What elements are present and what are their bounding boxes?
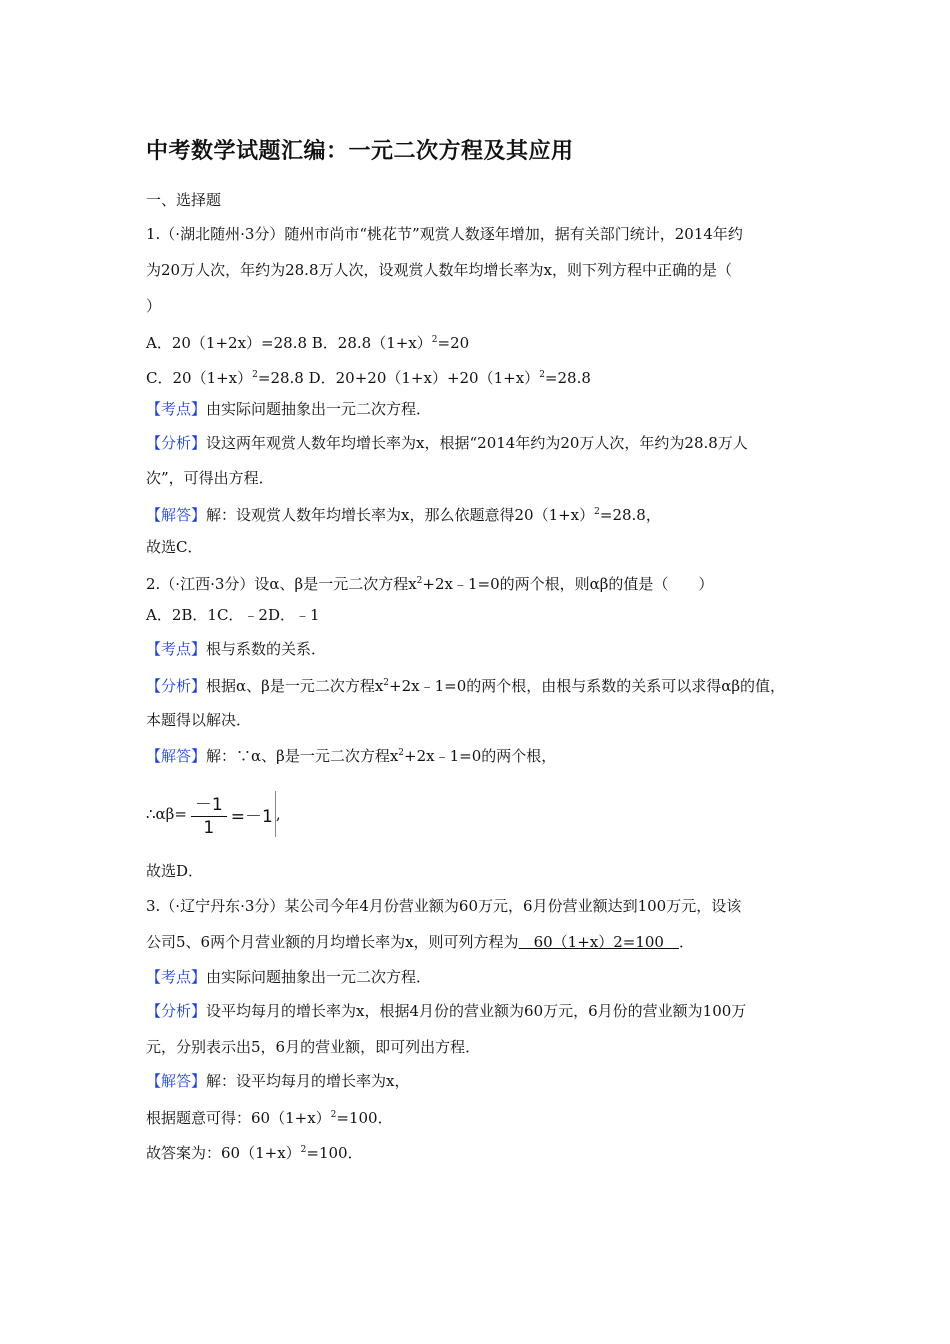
fenxi-tag: 【分析】 — [146, 434, 207, 452]
section-heading: 一、选择题 — [146, 191, 222, 209]
q3-fenxi-line2: 元，分别表示出5，6月的营业额，即可列出方程． — [146, 1038, 481, 1056]
fraction-numerator: －1 — [191, 790, 227, 817]
fraction-denominator: 1 — [203, 818, 215, 838]
q2-answer: 故选D． — [146, 862, 204, 880]
kaodian-tag: 【考点】 — [146, 968, 207, 986]
q1-jieda: 【解答】解：设观赏人数年均增长率为x，那么依题意得$20(1+x)^2=28.8$， — [146, 506, 661, 524]
q2-options: A．2B．1C．﹣2D．﹣1 — [146, 606, 320, 624]
q3-jieda: 【解答】解：设平均每月的增长率为x， — [146, 1072, 410, 1090]
q1-options-cd: C．$20(1+x)^2=28.8$ D．$20+20(1+x)+20(1+x)^2=28.8$ — [146, 369, 591, 387]
q2-calculation: ∴αβ= $\frac{-1}{1}$ =－1 , — [146, 790, 281, 838]
q3-kaodian: 【考点】由实际问题抽象出一元二次方程． — [146, 968, 432, 986]
q1-answer: 故选C． — [146, 538, 203, 556]
q3-equation: 根据题意可得：$60(1+x)^2=100$． — [146, 1109, 393, 1127]
kaodian-tag: 【考点】 — [146, 400, 207, 418]
q2-fenxi-line2: 本题得以解决． — [146, 711, 252, 729]
q1-fenxi-line2: 次”，可得出方程． — [146, 469, 274, 487]
q1-options-ab: A．20（1+2x）=28.8 B．$28.8(1+x)^2=20$ — [146, 334, 470, 352]
q2-stem: 2.（·江西·3分）设α、β是一元二次方程$x^2+2x﹣1=0$的两个根，则αβ的值是（ ） — [146, 575, 714, 593]
fenxi-tag: 【分析】 — [146, 1002, 207, 1020]
q2-kaodian: 【考点】根与系数的关系． — [146, 640, 327, 658]
fraction-formula — [187, 791, 276, 837]
q3-stem-line1: 3.（·辽宁丹东·3分）某公司今年4月份营业额为60万元，6月份营业额达到100万元，设该 — [146, 897, 742, 915]
jieda-tag: 【解答】 — [146, 747, 207, 765]
jieda-tag: 【解答】 — [146, 506, 207, 524]
q1-stem-line3: ） — [146, 297, 162, 315]
q2-jieda: 【解答】解：∵α、β是一元二次方程$x^2+2x﹣1=0$的两个根， — [146, 747, 557, 765]
q3-fenxi-line1: 【分析】设平均每月的增长率为x，根据4月份的营业额为60万元，6月份的营业额为100万 — [146, 1002, 747, 1020]
q2-fenxi-line1: 【分析】根据α、β是一元二次方程$x^2+2x﹣1=0$的两个根，由根与系数的关系可以求得αβ的值， — [146, 677, 786, 695]
q3-answer: 故答案为：$60(1+x)^2=100$． — [146, 1144, 363, 1162]
q1-stem-line1: 1.（·湖北随州·3分）随州市尚市“桃花节”观赏人数逐年增加，据有关部门统计，2014年约 — [146, 225, 743, 243]
kaodian-tag: 【考点】 — [146, 640, 207, 658]
q1-fenxi-line1: 【分析】设这两年观赏人数年均增长率为x，根据“2014年约为20万人次，年约为28.8万人 — [146, 434, 748, 452]
answer-blank: 60（1+x）2=100 — [518, 933, 679, 951]
fraction-result: =－1 — [230, 806, 273, 827]
q1-kaodian: 【考点】由实际问题抽象出一元二次方程． — [146, 400, 432, 418]
q3-stem-line2: 公司5、6两个月营业额的月均增长率为x，则可列方程为 60（1+x）2=100 ． — [146, 933, 694, 951]
page-title: 中考数学试题汇编：一元二次方程及其应用 — [146, 139, 574, 164]
q1-stem-line2: 为20万人次，年约为28.8万人次，设观赏人数年均增长率为x，则下列方程中正确的是（ — [146, 261, 732, 279]
fraction — [191, 790, 227, 838]
jieda-tag: 【解答】 — [146, 1072, 207, 1090]
fenxi-tag: 【分析】 — [146, 677, 207, 695]
